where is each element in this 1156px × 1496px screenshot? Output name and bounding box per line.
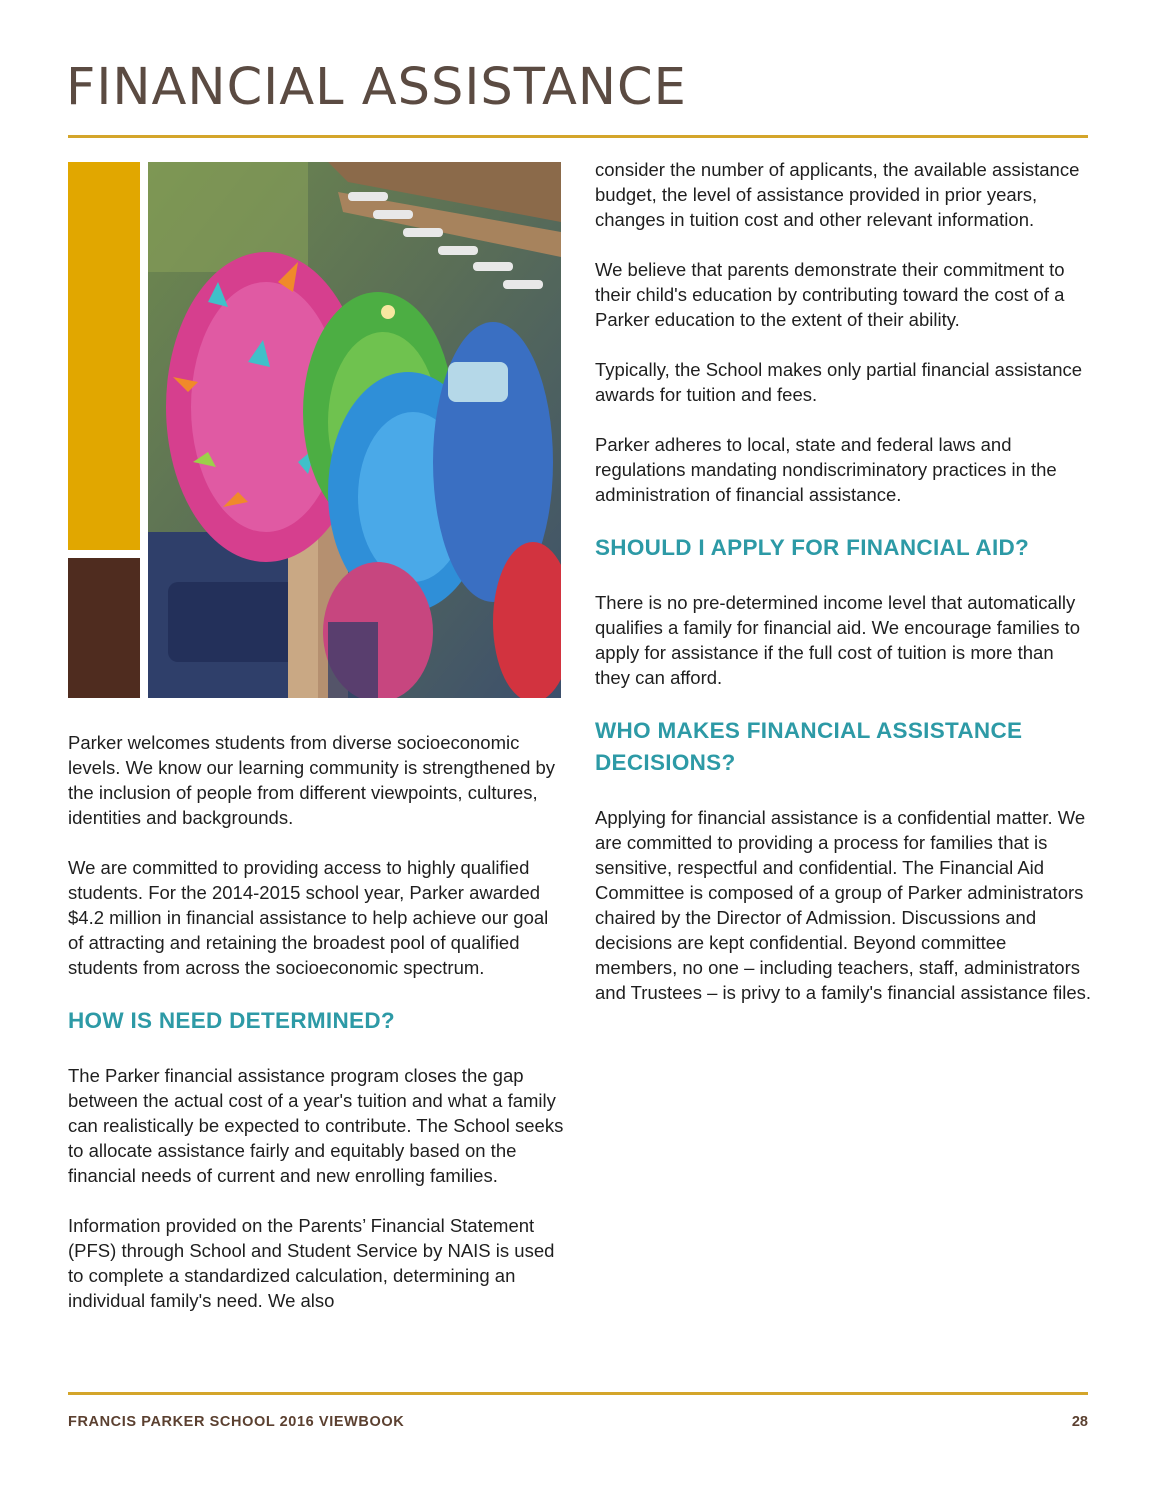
footer-rule — [68, 1392, 1088, 1395]
right-column — [595, 157, 1093, 1030]
intro-paragraph: Parker welcomes students from diverse socioeconomic levels. We know our learning community is strengthened by the inclusion of people from different viewpoints, cultures, identities and backgrounds. — [68, 732, 556, 828]
program-paragraph: The Parker financial assistance program closes the gap between the actual cost of a year's tuition and what a family can realistically be expected to contribute. The School seeks to allocate assistance fairly and equitably based on the financial needs of current and new enrolling families. — [68, 1065, 564, 1186]
heading-should-apply: SHOULD I APPLY FOR FINANCIAL AID? — [595, 535, 1030, 560]
footer-publication: FRANCIS PARKER SCHOOL 2016 VIEWBOOK — [68, 1414, 405, 1430]
income-paragraph: There is no pre-determined income level that automatically qualifies a family for financial aid. We encourage families to apply for assistance if the full cost of tuition is more than they can afford. — [595, 592, 1081, 688]
parents-paragraph: We believe that parents demonstrate their commitment to their child's education by contributing toward the cost of a Parker education to the extent of their ability. — [595, 259, 1065, 330]
page-number: 28 — [1071, 1414, 1088, 1430]
page-title: FINANCIAL ASSISTANCE — [66, 58, 687, 117]
partial-awards-paragraph: Typically, the School makes only partial financial assistance awards for tuition and fees. — [595, 359, 1083, 405]
brown-accent-bar — [68, 558, 140, 698]
header-rule — [68, 135, 1088, 138]
continuation-paragraph: consider the number of applicants, the available assistance budget, the level of assistance provided in prior years, changes in tuition cost and other relevant information. — [595, 159, 1080, 230]
heading-need-determined: HOW IS NEED DETERMINED? — [68, 1008, 395, 1033]
gold-accent-bar — [68, 162, 140, 550]
left-column — [68, 730, 564, 1338]
pfs-paragraph: Information provided on the Parents’ Financial Statement (PFS) through School and Student Service by NAIS is used to complete a standardized calculation, determining an individual family's need. We also — [68, 1215, 555, 1311]
confidential-paragraph: Applying for financial assistance is a confidential matter. We are committed to providing a process for families that is sensitive, respectful and confidential. The Financial Aid Committee is composed of a group of Parker administrators chaired by the Director of Admission. Discussions and decisions are kept confidential. Beyond committee members, no one – including teachers, staff, administrators and Trustees – is privy to a family's financial assistance files. — [595, 807, 1092, 1003]
backpacks-photo-icon — [148, 162, 561, 698]
heading-who-decides: WHO MAKES FINANCIAL ASSISTANCE DECISIONS? — [595, 718, 1023, 775]
nondiscrimination-paragraph: Parker adheres to local, state and federal laws and regulations mandating nondiscriminatory practices in the administration of financial assistance. — [595, 434, 1057, 505]
commitment-paragraph: We are committed to providing access to highly qualified students. For the 2014-2015 school year, Parker awarded $4.2 million in financial assistance to help achieve our goal of attracting and retaining the broadest pool of qualified students from across the socioeconomic spectrum. — [68, 857, 549, 978]
